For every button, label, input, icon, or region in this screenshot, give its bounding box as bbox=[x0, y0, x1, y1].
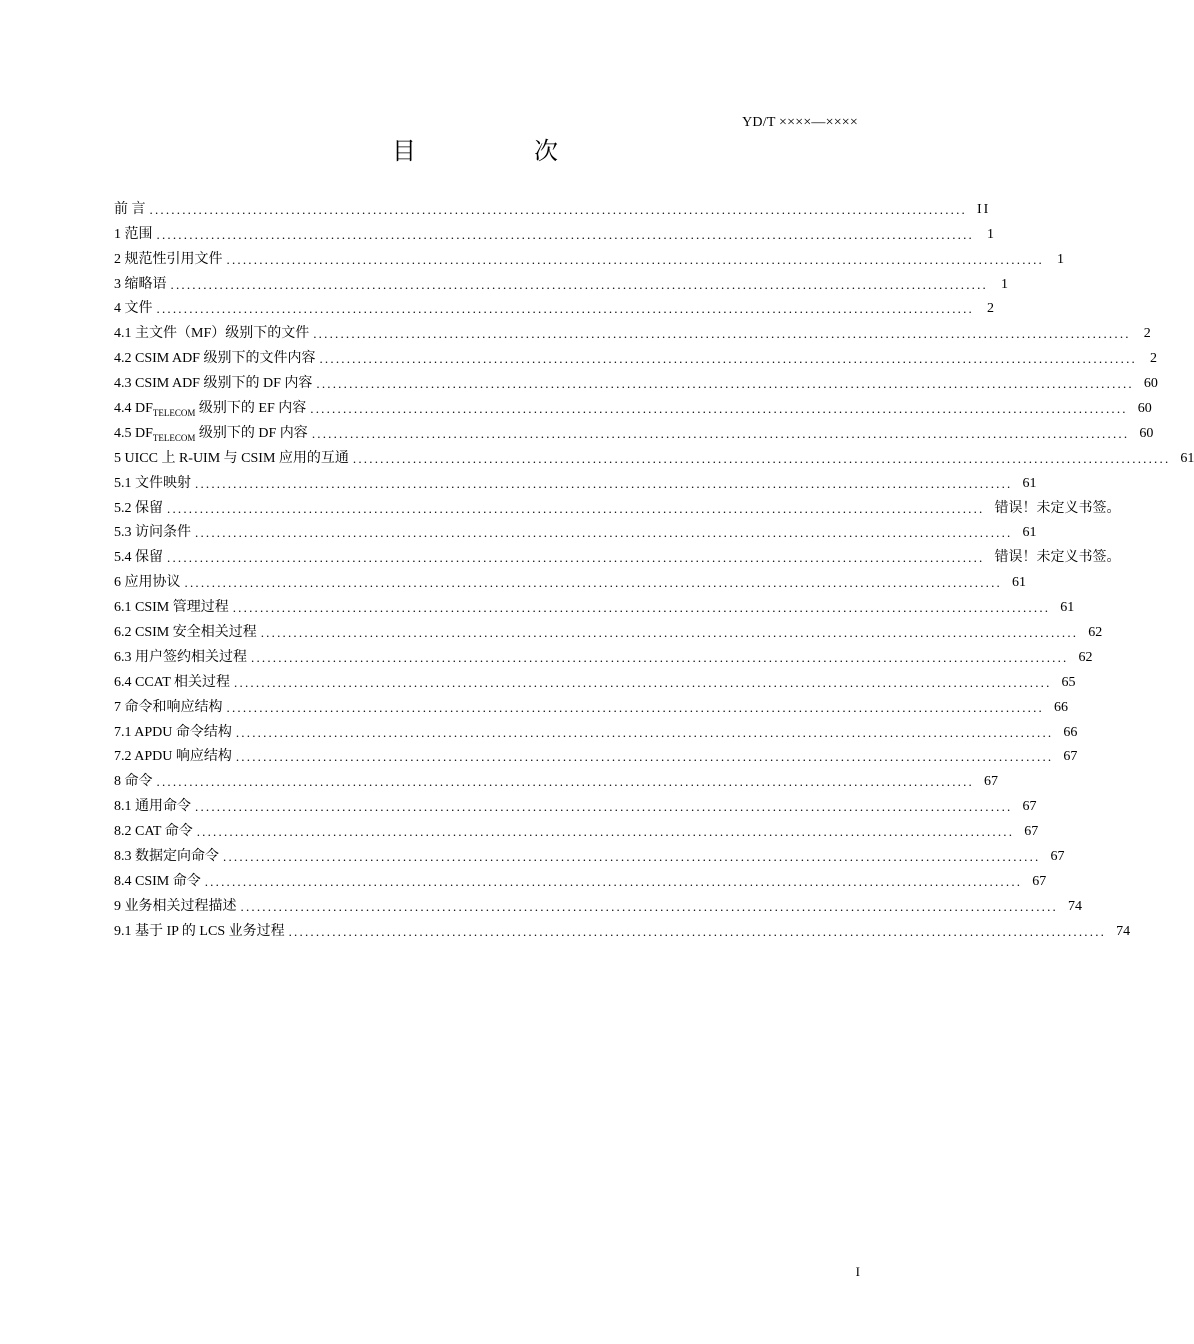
toc-leader-dots: ...................................................................................................................................................... bbox=[310, 401, 1128, 417]
toc-entry-label: 5.2 保留 bbox=[114, 500, 163, 516]
toc-leader-dots: ...................................................................................................................................................... bbox=[316, 376, 1134, 392]
toc-entry-page: 2 bbox=[1143, 326, 1151, 342]
toc-entry-6-3[interactable] bbox=[114, 642, 1093, 667]
toc-entry-label: 6 应用协议 bbox=[114, 575, 181, 591]
toc-entry-8-3[interactable] bbox=[114, 841, 1065, 866]
toc-entry-label: 7.1 APDU 命令结构 bbox=[114, 724, 232, 740]
toc-entry-page: 67 bbox=[1063, 749, 1078, 765]
toc-leader-dots: ...................................................................................................................................................... bbox=[195, 475, 1013, 491]
toc-entry-page: 错误！未定义书签。 bbox=[994, 550, 1121, 566]
toc-entry-label: 7.2 APDU 响应结构 bbox=[114, 749, 232, 765]
toc-entry-6[interactable] bbox=[114, 567, 1026, 592]
toc-entry-label: 6.2 CSIM 安全相关过程 bbox=[114, 625, 257, 641]
document-code: YD/T ××××—×××× bbox=[742, 115, 858, 130]
toc-entry-label-subscript: TELECOM bbox=[152, 408, 196, 419]
toc-leader-dots: ...................................................................................................................................................... bbox=[319, 351, 1137, 367]
toc-leader-dots: ...................................................................................................................................................... bbox=[170, 276, 988, 292]
toc-leader-dots: ...................................................................................................................................................... bbox=[149, 201, 967, 217]
toc-leader-dots: ...................................................................................................................................................... bbox=[226, 699, 1044, 715]
toc-entry-page: 74 bbox=[1068, 898, 1082, 914]
toc-leader-dots: ...................................................................................................................................................... bbox=[240, 898, 1058, 914]
toc-entry-label bbox=[114, 400, 306, 418]
toc-entry-page: II bbox=[977, 201, 991, 217]
toc-entry-page: 61 bbox=[1022, 475, 1037, 491]
toc-entry-page: 1 bbox=[1001, 276, 1008, 292]
toc-entry-label: 前 言 bbox=[114, 201, 146, 217]
toc-entry-label: 5 UICC 上 R-UIM 与 CSIM 应用的互通 bbox=[114, 450, 349, 466]
toc-entry-page: 67 bbox=[1050, 849, 1065, 865]
toc-leader-dots: ...................................................................................................................................................... bbox=[195, 799, 1013, 815]
toc-entry-label: 8 命令 bbox=[114, 774, 153, 790]
toc-entry-5-1[interactable] bbox=[114, 468, 1037, 493]
toc-entry-4-5[interactable] bbox=[114, 418, 1154, 443]
toc-entry-label: 5.1 文件映射 bbox=[114, 475, 191, 491]
toc-entry-6-1[interactable] bbox=[114, 592, 1075, 617]
toc-leader-dots: ...................................................................................................................................................... bbox=[156, 301, 974, 317]
toc-entry-label: 6.4 CCAT 相关过程 bbox=[114, 674, 231, 690]
toc-entry-label-prefix: 4.4 DF bbox=[114, 401, 153, 417]
toc-entry-page: 62 bbox=[1078, 649, 1093, 665]
toc-entry-5-4[interactable] bbox=[114, 542, 1121, 567]
toc-entry-5-3[interactable] bbox=[114, 518, 1037, 543]
toc-entry-page: 65 bbox=[1061, 674, 1076, 690]
toc-entry-label: 4.1 主文件（MF）级别下的文件 bbox=[114, 326, 310, 342]
toc-entry-6-4[interactable] bbox=[114, 667, 1076, 692]
toc-entry-page: 61 bbox=[1022, 525, 1037, 541]
toc-entry-label: 2 规范性引用文件 bbox=[114, 251, 223, 267]
toc-entry-label: 4.3 CSIM ADF 级别下的 DF 内容 bbox=[114, 376, 313, 392]
page-number: I bbox=[855, 1264, 860, 1279]
toc-entry-9-1[interactable] bbox=[114, 916, 1131, 941]
toc-entry-label-subscript: TELECOM bbox=[152, 432, 196, 443]
toc-entry-page: 67 bbox=[1032, 873, 1047, 889]
toc-entry-page: 61 bbox=[1012, 575, 1026, 591]
toc-leader-dots: ...................................................................................................................................................... bbox=[260, 625, 1079, 641]
toc-title: 目 次 bbox=[392, 139, 614, 165]
toc-entry-page: 60 bbox=[1143, 376, 1158, 392]
toc-leader-dots: ...................................................................................................................................................... bbox=[156, 774, 974, 790]
toc-entry-label: 4.2 CSIM ADF 级别下的文件内容 bbox=[114, 351, 316, 367]
toc-entry-label: 6.3 用户签约相关过程 bbox=[114, 649, 247, 665]
toc-leader-dots: ...................................................................................................................................................... bbox=[167, 500, 985, 516]
toc-entry-5[interactable] bbox=[114, 443, 1194, 468]
toc-leader-dots: ...................................................................................................................................................... bbox=[184, 575, 1002, 591]
toc-leader-dots: ...................................................................................................................................................... bbox=[234, 674, 1052, 690]
toc-entry-7-2[interactable] bbox=[114, 742, 1078, 767]
toc-entry-page: 67 bbox=[984, 774, 998, 790]
toc-entry-page: 错误！未定义书签。 bbox=[994, 500, 1121, 516]
toc-entry-label-suffix: 级别下的 EF 内容 bbox=[195, 401, 307, 417]
toc-entry-8-2[interactable] bbox=[114, 816, 1039, 841]
toc-leader-dots: ...................................................................................................................................................... bbox=[226, 251, 1044, 267]
toc-leader-dots: ...................................................................................................................................................... bbox=[223, 849, 1041, 865]
toc-entry-label: 7 命令和响应结构 bbox=[114, 699, 223, 715]
toc-leader-dots: ...................................................................................................................................................... bbox=[195, 525, 1013, 541]
toc-entry-page: 1 bbox=[987, 226, 994, 242]
toc-entry-page: 61 bbox=[1180, 450, 1194, 466]
toc-entry-page: 67 bbox=[1024, 824, 1039, 840]
toc-leader-dots: ...................................................................................................................................................... bbox=[196, 824, 1015, 840]
toc-leader-dots: ...................................................................................................................................................... bbox=[352, 450, 1171, 466]
toc-entry-preface[interactable] bbox=[114, 194, 991, 219]
toc-entry-4-4[interactable] bbox=[114, 393, 1152, 419]
toc-entry-8-4[interactable] bbox=[114, 866, 1047, 891]
toc-entry-label: 8.4 CSIM 命令 bbox=[114, 873, 201, 889]
toc-entry-page: 66 bbox=[1054, 699, 1068, 715]
toc-entry-8-1[interactable] bbox=[114, 791, 1037, 816]
toc-leader-dots: ...................................................................................................................................................... bbox=[311, 425, 1130, 441]
table-of-contents bbox=[114, 194, 1194, 941]
toc-entry-8[interactable] bbox=[114, 766, 998, 791]
toc-leader-dots: ...................................................................................................................................................... bbox=[204, 873, 1023, 889]
toc-entry-4-2[interactable] bbox=[114, 343, 1157, 368]
toc-entry-page: 2 bbox=[1149, 351, 1157, 367]
toc-entry-label: 4 文件 bbox=[114, 301, 153, 317]
toc-entry-page: 60 bbox=[1137, 401, 1152, 417]
toc-leader-dots: ...................................................................................................................................................... bbox=[288, 923, 1107, 939]
toc-entry-page: 66 bbox=[1063, 724, 1078, 740]
toc-entry-label: 6.1 CSIM 管理过程 bbox=[114, 600, 229, 616]
toc-leader-dots: ...................................................................................................................................................... bbox=[167, 550, 985, 566]
toc-entry-5-2[interactable] bbox=[114, 493, 1121, 518]
toc-leader-dots: ...................................................................................................................................................... bbox=[313, 326, 1131, 342]
toc-entry-label-suffix: 级别下的 DF 内容 bbox=[195, 425, 308, 441]
toc-entry-label: 8.3 数据定向命令 bbox=[114, 849, 219, 865]
toc-leader-dots: ...................................................................................................................................................... bbox=[156, 226, 974, 242]
toc-entry-4-1[interactable] bbox=[114, 318, 1151, 343]
toc-entry-7-1[interactable] bbox=[114, 717, 1078, 742]
toc-entry-7[interactable] bbox=[114, 692, 1068, 717]
toc-entry-label: 5.3 访问条件 bbox=[114, 525, 191, 541]
toc-entry-label: 3 缩略语 bbox=[114, 276, 167, 292]
toc-entry-page: 2 bbox=[987, 301, 994, 317]
toc-leader-dots: ...................................................................................................................................................... bbox=[235, 749, 1054, 765]
toc-entry-1[interactable] bbox=[114, 219, 994, 244]
toc-entry-label: 8.2 CAT 命令 bbox=[114, 824, 193, 840]
toc-leader-dots: ...................................................................................................................................................... bbox=[251, 649, 1069, 665]
toc-entry-page: 62 bbox=[1088, 625, 1103, 641]
toc-leader-dots: ...................................................................................................................................................... bbox=[232, 600, 1051, 616]
toc-entry-page: 60 bbox=[1139, 425, 1154, 441]
toc-leader-dots: ...................................................................................................................................................... bbox=[235, 724, 1054, 740]
toc-entry-page: 1 bbox=[1057, 251, 1064, 267]
toc-entry-label: 8.1 通用命令 bbox=[114, 799, 191, 815]
toc-entry-4-3[interactable] bbox=[114, 368, 1158, 393]
toc-entry-page: 74 bbox=[1116, 923, 1131, 939]
toc-entry-label: 1 范围 bbox=[114, 226, 153, 242]
toc-entry-page: 61 bbox=[1060, 600, 1075, 616]
toc-entry-label-prefix: 4.5 DF bbox=[114, 425, 153, 441]
toc-entry-6-2[interactable] bbox=[114, 617, 1103, 642]
toc-entry-3[interactable] bbox=[114, 269, 1008, 294]
toc-entry-label: 9.1 基于 IP 的 LCS 业务过程 bbox=[114, 923, 285, 939]
toc-entry-4[interactable] bbox=[114, 294, 994, 319]
toc-entry-2[interactable] bbox=[114, 244, 1064, 269]
toc-entry-page: 67 bbox=[1022, 799, 1037, 815]
toc-entry-label bbox=[114, 425, 308, 443]
toc-entry-label: 9 业务相关过程描述 bbox=[114, 898, 237, 914]
toc-entry-9[interactable] bbox=[114, 891, 1082, 916]
toc-entry-label: 5.4 保留 bbox=[114, 550, 163, 566]
